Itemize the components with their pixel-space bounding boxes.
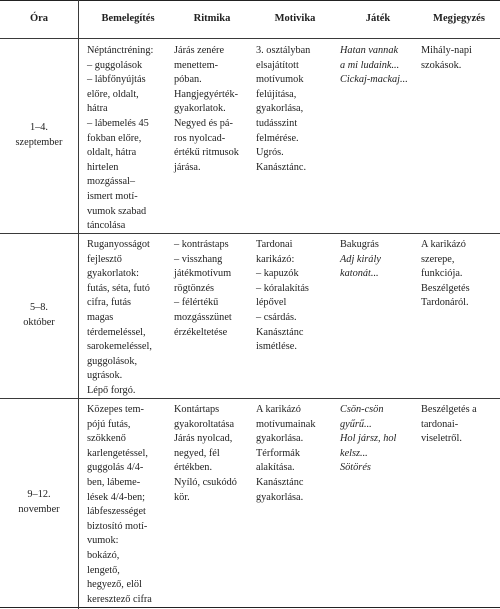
row-1-motivika: 3. osztályban elsajátított motívumok felújítása, gyakorlása, tudásszint felmérése. Ugrós. Kanásztánc. (256, 45, 311, 173)
row-3-jatek (340, 403, 418, 476)
header-bemelegites: Bemelegítés (101, 12, 155, 24)
row-1-ora: 1–4. szeptember (15, 121, 63, 148)
row-2-bemelegites: Ruganyosságot fejlesztő gyakorlatok: futás, séta, futó cifra, futás magas térdemeléssel, sarokemeléssel, guggolások, ugrások. Lépő forgó. (87, 239, 152, 396)
header-motivika: Motivika (274, 12, 316, 24)
header-megjegyzes: Megjegyzés (433, 12, 485, 24)
row-2-jatek-game: Bakugrás (340, 239, 379, 250)
header-ora: Óra (29, 12, 49, 24)
row-1-jatek (340, 44, 418, 88)
row-2-jatek-songs: Adj király katonát... (340, 253, 381, 280)
header-jatek: Játék (365, 12, 391, 24)
row-3-jatek-songs: Csön-csön gyűrű... Hol jársz, hol kelsz... Sötörés (340, 404, 397, 474)
row-3-bemelegites: Közepes tem- pójú futás, szökkenő karlengetéssel, guggolás 4/4- ben, lábeme- lések 4/4-ben; lábfeszességet biztosító motí- vumok: bokázó, lengető, hegyező, elöl keresztező cifra (87, 404, 152, 605)
row-1-ritmika: Járás zenére menettem- póban. Hangjegyérték- gyakorlatok. Negyed és pá- ros nyolcad- értékű ritmusok járása. (174, 45, 239, 173)
row-3-ora: 9–12. november (18, 488, 60, 515)
header-ritmika: Ritmika (193, 12, 231, 24)
table-bottom-rule (0, 607, 500, 608)
row-1-bemelegites: Néptánctréning: – guggolások – lábfőnyújtás előre, oldalt, hátra – lábemelés 45 fokban előre, oldalt, hátra hirtelen mozgással– ismert motí- vumok szabad táncolása (87, 45, 154, 232)
row-2-motivika: Tardonai karikázó: – kapuzók – kóralakítás lépővel – csárdás. Kanásztánc ismétlése. (256, 239, 309, 353)
row-2-jatek (340, 238, 418, 282)
row-3-motivika: A karikázó motívumainak gyakorlása. Térformák alakítása. Kanásztánc gyakorlása. (256, 404, 316, 503)
column-divider (78, 0, 79, 609)
row-2-ora: 5–8. október (23, 301, 55, 328)
row-2-megjegyzes: A karikázó szerepe, funkciója. Beszélgetés Tardonáról. (421, 239, 470, 309)
row-3-megjegyzes: Beszélgetés a tardonai- viseletről. (421, 404, 477, 445)
row-1-megjegyzes: Mihály-napi szokások. (421, 45, 472, 71)
row-2-ritmika: – kontrástaps – visszhang játékmotívum rögtönzés – félértékű mozgásszünet érzékeltetése (174, 239, 232, 338)
row-1-jatek-songs: Hatan vannak a mi ludaink... Cickaj-mackaj... (340, 45, 408, 86)
row-3-ritmika: Kontártaps gyakoroltatása Járás nyolcad, negyed, fél értékben. Nyíló, csukódó kör. (174, 404, 237, 503)
